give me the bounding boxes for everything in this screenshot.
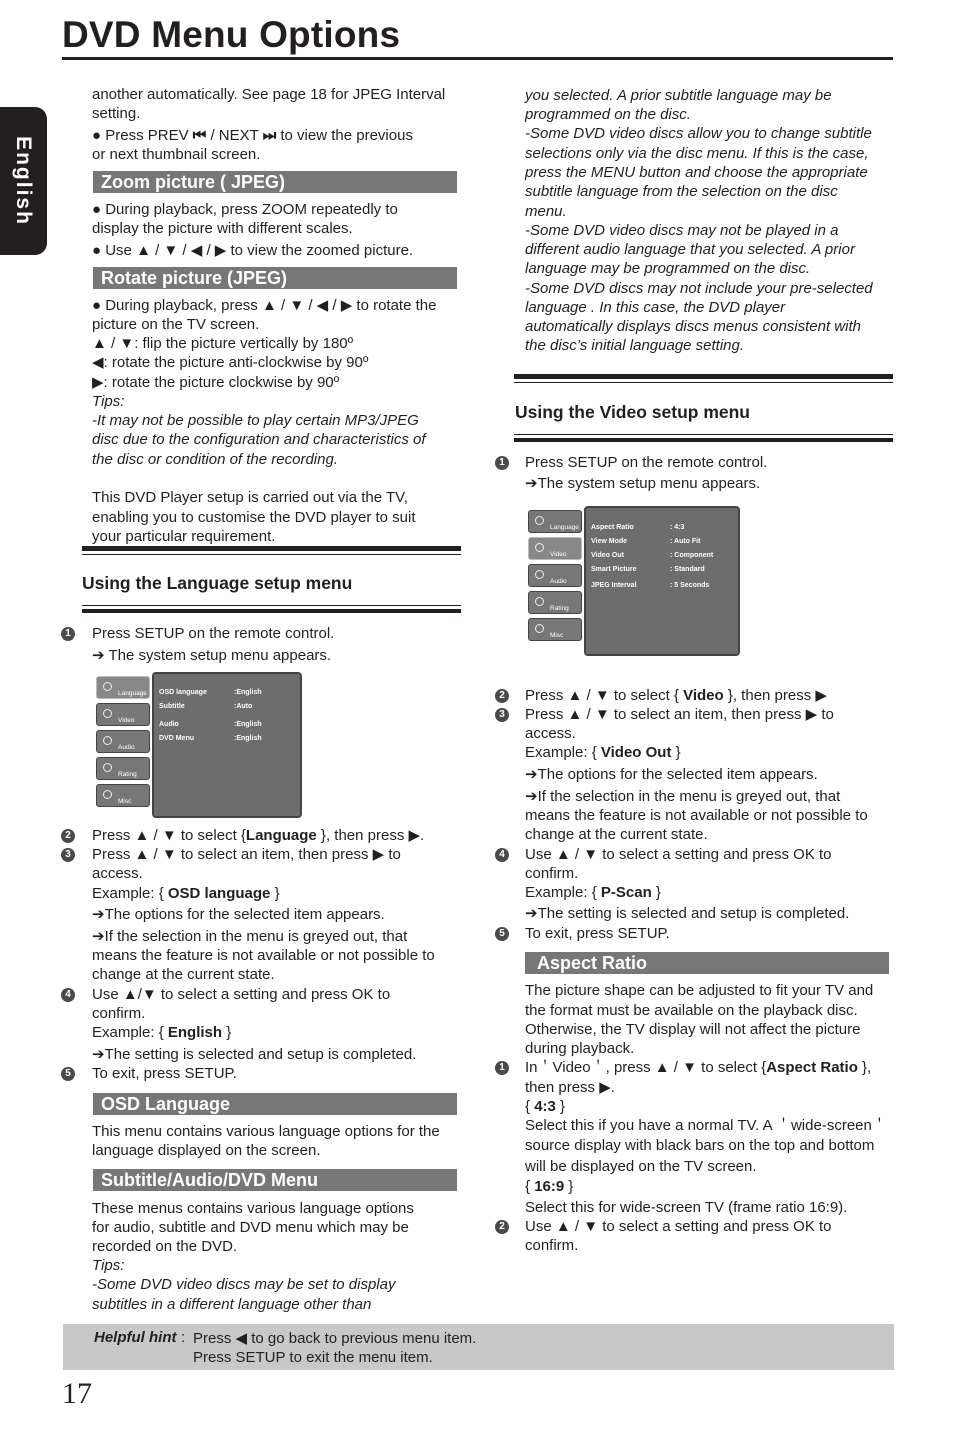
intro-line-2: setting. xyxy=(92,105,141,122)
right-line-13: automatically displays discs menus consistent with xyxy=(525,318,861,335)
prev-next-text-b: / NEXT xyxy=(206,127,263,144)
hint-label: Helpful hint xyxy=(94,1329,177,1346)
osd-tab-label: Audio xyxy=(118,744,135,751)
aspect-line-10: will be displayed on the TV screen. xyxy=(525,1158,757,1175)
osd-tab-label: Video xyxy=(118,717,135,724)
rotate-line-2: picture on the TV screen. xyxy=(92,316,260,333)
sub-line-5: subtitles in a different language other than xyxy=(92,1296,372,1313)
video-ex3-a: Example: { xyxy=(525,744,601,761)
lang-step-3-a: Press ▲ / ▼ to select an item, then press ▶ to xyxy=(92,846,401,863)
language-setup-heading: Using the Language setup menu xyxy=(82,573,353,593)
zoom-line-2: display the picture with different scales. xyxy=(92,220,353,237)
video-step-4-b: confirm. xyxy=(525,865,579,882)
osd-row-value: :English xyxy=(234,721,262,728)
osd-tab-audio xyxy=(528,564,582,587)
language-icon xyxy=(535,516,544,525)
video-rule-bottom-thin xyxy=(514,434,893,435)
osd-row-label: DVD Menu xyxy=(159,735,194,742)
osd-row-label: Audio xyxy=(159,721,179,728)
video-step-4-example xyxy=(525,883,661,902)
setup-line-1: This DVD Player setup is carried out via the TV, xyxy=(92,489,408,506)
helpful-hint-box xyxy=(63,1324,894,1370)
osd-row-value: : Component xyxy=(670,552,714,559)
tips-line-3: the disc or condition of the recording. xyxy=(92,451,338,468)
video-step-2-b: Video xyxy=(683,687,724,704)
prev-next-text-c: to view the previous xyxy=(276,127,413,144)
aspect-line-6: then press ▶. xyxy=(525,1079,615,1096)
video-ex4-a: Example: { xyxy=(525,884,601,901)
aspect-step-1-b: Aspect Ratio xyxy=(766,1059,858,1076)
aspect-line-9: source display with black bars on the top and bottom xyxy=(525,1137,875,1154)
video-step-3-g: ➔If the selection in the menu is greyed out, that xyxy=(525,788,841,805)
lang-step-4-f: ➔The setting is selected and setup is completed. xyxy=(92,1046,417,1063)
page-number: 17 xyxy=(62,1377,92,1410)
aspect-line-14: confirm. xyxy=(525,1237,579,1254)
osd-row-value: : 5 Seconds xyxy=(670,582,710,589)
step-1-number: 1 xyxy=(61,627,75,641)
sub-tips-label: Tips: xyxy=(92,1257,125,1274)
aspect-43-c: } xyxy=(555,1098,566,1115)
page-title: DVD Menu Options xyxy=(62,14,401,55)
aspect-step-1 xyxy=(525,1058,871,1077)
rating-icon xyxy=(103,763,112,772)
osd-row-value: : Auto Fit xyxy=(670,538,701,545)
lang-step-2 xyxy=(92,826,424,845)
right-line-8: -Some DVD video discs may not be played in a xyxy=(525,222,839,239)
right-line-12: language . In this case, the DVD player xyxy=(525,299,786,316)
misc-icon xyxy=(535,624,544,633)
rule-top-thin xyxy=(82,554,461,555)
video-step-1: Press SETUP on the remote control. xyxy=(525,454,768,471)
right-line-14: the disc’s initial language setting. xyxy=(525,337,745,354)
right-line-3: -Some DVD video discs allow you to change subtitle xyxy=(525,125,872,142)
audio-icon xyxy=(103,736,112,745)
right-line-2: programmed on the disc. xyxy=(525,106,691,123)
aspect-step-2: Use ▲ / ▼ to select a setting and press OK to xyxy=(525,1218,832,1235)
aspect-43-a: { xyxy=(525,1098,535,1115)
osd-row-label: Subtitle xyxy=(159,703,185,710)
osd-tab-label: Language xyxy=(118,690,147,697)
lang-ex4-a: Example: { xyxy=(92,1024,168,1041)
video-setup-screen xyxy=(526,506,740,656)
lang-step-3-b: access. xyxy=(92,865,143,882)
osd-row-label: OSD language xyxy=(159,689,207,696)
zoom-line-1: ● During playback, press ZOOM repeatedly to xyxy=(92,201,398,218)
rating-icon xyxy=(535,597,544,606)
osd-tab-label: Rating xyxy=(118,771,137,778)
aspect-option-43 xyxy=(525,1097,565,1116)
aspect-option-169 xyxy=(525,1177,573,1196)
lang-step-4-example xyxy=(92,1023,231,1042)
misc-icon xyxy=(103,790,112,799)
osd-tab-label: Rating xyxy=(550,605,569,612)
tips-line-2: disc due to the configuration and characteristics of xyxy=(92,431,426,448)
lang-step-3-g: ➔If the selection in the menu is greyed out, that xyxy=(92,928,408,945)
osd-row-label: Video Out xyxy=(591,552,624,559)
osd-tab-language xyxy=(96,676,150,699)
video-step-3-b: access. xyxy=(525,725,576,742)
osd-tab-language xyxy=(528,510,582,533)
prev-next-text-a: ● Press PREV xyxy=(92,127,193,144)
title-rule xyxy=(62,57,893,60)
osd-row-value: : 4:3 xyxy=(670,524,685,531)
aspect-169-b: 16:9 xyxy=(534,1178,565,1195)
lang-ex4-b: English xyxy=(167,1024,223,1041)
osd-tab-misc xyxy=(96,784,150,807)
prev-icon: ⏮ xyxy=(192,127,207,144)
osd-row-label: Aspect Ratio xyxy=(591,524,634,531)
lang-example-b: OSD language xyxy=(167,885,271,902)
right-line-11: -Some DVD discs may not include your pre-selected xyxy=(525,280,873,297)
rotate-section-title: Rotate picture (JPEG) xyxy=(93,267,457,289)
rotate-line-4: ◀: rotate the picture anti-clockwise by 90º xyxy=(92,354,369,371)
aspect-ratio-title: Aspect Ratio xyxy=(525,952,889,974)
sub-line-2: for audio, subtitle and DVD menu which may be xyxy=(92,1219,409,1236)
hint-line-1: Press ◀ to go back to previous menu item. xyxy=(193,1330,477,1347)
video-step-3-i: change at the current state. xyxy=(525,826,708,843)
osd-row-label: Smart Picture xyxy=(591,566,637,573)
aspect-line-3: Otherwise, the TV display will not affect the picture xyxy=(525,1021,861,1038)
aspect-step-1-a: In＇Video＇, press ▲ / ▼ to select { xyxy=(525,1059,767,1076)
step-3-number: 3 xyxy=(61,848,75,862)
aspect-line-2: the format must be available on the playback disc. xyxy=(525,1002,858,1019)
video-step-3-f: ➔The options for the selected item appears. xyxy=(525,766,818,783)
osd-tab-label: Audio xyxy=(550,578,567,585)
subtitle-audio-title: Subtitle/Audio/DVD Menu xyxy=(93,1169,457,1191)
lang-step-4-b: confirm. xyxy=(92,1005,146,1022)
aspect-169-c: } xyxy=(564,1178,574,1195)
sub-line-1: These menus contains various language options xyxy=(92,1200,414,1217)
video-icon xyxy=(103,709,112,718)
osd-row-value: :English xyxy=(234,689,262,696)
lang-step-3-i: change at the current state. xyxy=(92,966,275,983)
osd-row-value: : Standard xyxy=(670,566,705,573)
aspect-line-4: during playback. xyxy=(525,1040,635,1057)
aspect-169-a: { xyxy=(525,1178,535,1195)
lang-example-a: Example: { xyxy=(92,885,168,902)
aspect-step-1-number: 1 xyxy=(495,1061,509,1075)
right-line-9: different audio language that you selected. A prior xyxy=(525,241,855,258)
tips-line-1: -It may not be possible to play certain MP3/JPEG xyxy=(92,412,419,429)
language-icon xyxy=(103,682,112,691)
osd-row-label: JPEG Interval xyxy=(591,582,637,589)
osd-tab-misc xyxy=(528,618,582,641)
video-rule-top-thick xyxy=(514,374,893,379)
step-5-number: 5 xyxy=(61,1067,75,1081)
sub-line-4: -Some DVD video discs may be set to display xyxy=(92,1276,396,1293)
video-step-3-h: means the feature is not available or not possible to xyxy=(525,807,868,824)
setup-line-2: enabling you to customise the DVD player to suit xyxy=(92,509,416,526)
video-rule-bottom-thick xyxy=(514,438,893,442)
osd-tab-rating xyxy=(528,591,582,614)
video-rule-top-thin xyxy=(514,382,893,383)
next-icon: ⏭ xyxy=(262,127,277,144)
prev-next-line-2: or next thumbnail screen. xyxy=(92,146,261,163)
osd-tab-label: Language xyxy=(550,524,579,531)
rotate-line-1: ● During playback, press ▲ / ▼ / ◀ / ▶ to rotate the xyxy=(92,297,437,314)
lang-step-1: Press SETUP on the remote control. xyxy=(92,625,335,642)
osd-tab-video xyxy=(96,703,150,726)
video-step-4-f: ➔The setting is selected and setup is completed. xyxy=(525,905,850,922)
osd-tab-label: Video xyxy=(550,551,567,558)
aspect-line-12: Select this for wide-screen TV (frame ratio 16:9). xyxy=(525,1199,848,1216)
right-line-5: press the MENU button and choose the appropriate xyxy=(525,164,868,181)
right-line-1: you selected. A prior subtitle language may be xyxy=(525,87,832,104)
aspect-step-1-c: }, xyxy=(857,1059,872,1076)
lang-step-2-b: Language xyxy=(245,827,317,844)
hint-line-2: Press SETUP to exit the menu item. xyxy=(193,1349,433,1366)
osd-tab-video xyxy=(528,537,582,560)
intro-line-1: another automatically. See page 18 for JPEG Interval xyxy=(92,86,446,103)
aspect-step-2-number: 2 xyxy=(495,1220,509,1234)
video-ex4-b: P-Scan xyxy=(600,884,652,901)
sub-line-3: recorded on the DVD. xyxy=(92,1238,238,1255)
zoom-line-3: ● Use ▲ / ▼ / ◀ / ▶ to view the zoomed picture. xyxy=(92,242,414,259)
lang-step-1-result: ➔ The system setup menu appears. xyxy=(92,647,332,664)
right-line-10: language may be programmed on the disc. xyxy=(525,260,811,277)
lang-example-c: } xyxy=(270,885,280,902)
side-tab-label: English xyxy=(12,136,35,226)
hint-colon: : xyxy=(181,1329,186,1346)
right-line-6: subtitle language from the selection on the disc xyxy=(525,183,838,200)
video-ex3-c: } xyxy=(671,744,681,761)
video-ex3-b: Video Out xyxy=(600,744,672,761)
rule-top-thick xyxy=(82,546,461,551)
osd-row-value: :Auto xyxy=(234,703,253,710)
video-step-3-a: Press ▲ / ▼ to select an item, then press ▶ to xyxy=(525,706,834,723)
audio-icon xyxy=(535,570,544,579)
lang-step-3-h: means the feature is not available or not possible to xyxy=(92,947,435,964)
rule-bottom-thick xyxy=(82,609,461,613)
prev-next-line-1 xyxy=(92,126,413,145)
osd-tab-rating xyxy=(96,757,150,780)
video-step-4-a: Use ▲ / ▼ to select a setting and press OK to xyxy=(525,846,832,863)
osd-tab-label: Misc xyxy=(550,632,564,639)
step-2-number: 2 xyxy=(61,829,75,843)
osd-row-value: :English xyxy=(234,735,262,742)
osd-row-label: View Mode xyxy=(591,538,628,545)
lang-step-4-a: Use ▲/▼ to select a setting and press OK to xyxy=(92,986,391,1003)
osd-tab-audio xyxy=(96,730,150,753)
rotate-line-5: ▶: rotate the picture clockwise by 90º xyxy=(92,374,340,391)
video-step-2-a: Press ▲ / ▼ to select { xyxy=(525,687,684,704)
step-4-number: 4 xyxy=(61,988,75,1002)
right-line-4: selections only via the disc menu. If this is the case, xyxy=(525,145,869,162)
right-line-7: menu. xyxy=(525,203,567,220)
video-step-1-number: 1 xyxy=(495,456,509,470)
lang-step-3-f: ➔The options for the selected item appears. xyxy=(92,906,385,923)
lang-step-2-a: Press ▲ / ▼ to select { xyxy=(92,827,246,844)
video-step-3-example xyxy=(525,743,681,762)
aspect-43-b: 4:3 xyxy=(534,1098,556,1115)
rotate-line-3: ▲ / ▼: flip the picture vertically by 180º xyxy=(92,335,354,352)
video-step-2-c: }, then press ▶ xyxy=(723,687,827,704)
video-step-2 xyxy=(525,686,827,705)
rule-bottom-thin xyxy=(82,605,461,606)
video-icon xyxy=(535,543,544,552)
aspect-line-8: Select this if you have a normal TV. A ＇wide-screen＇ xyxy=(525,1117,887,1134)
video-ex4-c: } xyxy=(651,884,661,901)
video-step-5-number: 5 xyxy=(495,927,509,941)
lang-step-5: To exit, press SETUP. xyxy=(92,1065,237,1082)
video-step-1-result: ➔The system setup menu appears. xyxy=(525,475,761,492)
zoom-section-title: Zoom picture ( JPEG) xyxy=(93,171,457,193)
lang-step-3-example xyxy=(92,884,280,903)
aspect-line-1: The picture shape can be adjusted to fit your TV and xyxy=(525,982,874,999)
video-step-2-number: 2 xyxy=(495,689,509,703)
lang-ex4-c: } xyxy=(222,1024,232,1041)
osd-line-2: language displayed on the screen. xyxy=(92,1142,321,1159)
osd-line-1: This menu contains various language options for the xyxy=(92,1123,440,1140)
video-step-5: To exit, press SETUP. xyxy=(525,925,670,942)
video-setup-heading: Using the Video setup menu xyxy=(515,402,750,422)
osd-language-title: OSD Language xyxy=(93,1093,457,1115)
language-side-tab xyxy=(0,107,47,255)
tips-label: Tips: xyxy=(92,393,125,410)
video-step-4-number: 4 xyxy=(495,848,509,862)
video-step-3-number: 3 xyxy=(495,708,509,722)
language-setup-screen xyxy=(94,672,302,818)
setup-line-3: your particular requirement. xyxy=(92,528,276,545)
osd-tab-label: Misc xyxy=(118,798,132,805)
lang-step-2-c: }, then press ▶. xyxy=(316,827,425,844)
